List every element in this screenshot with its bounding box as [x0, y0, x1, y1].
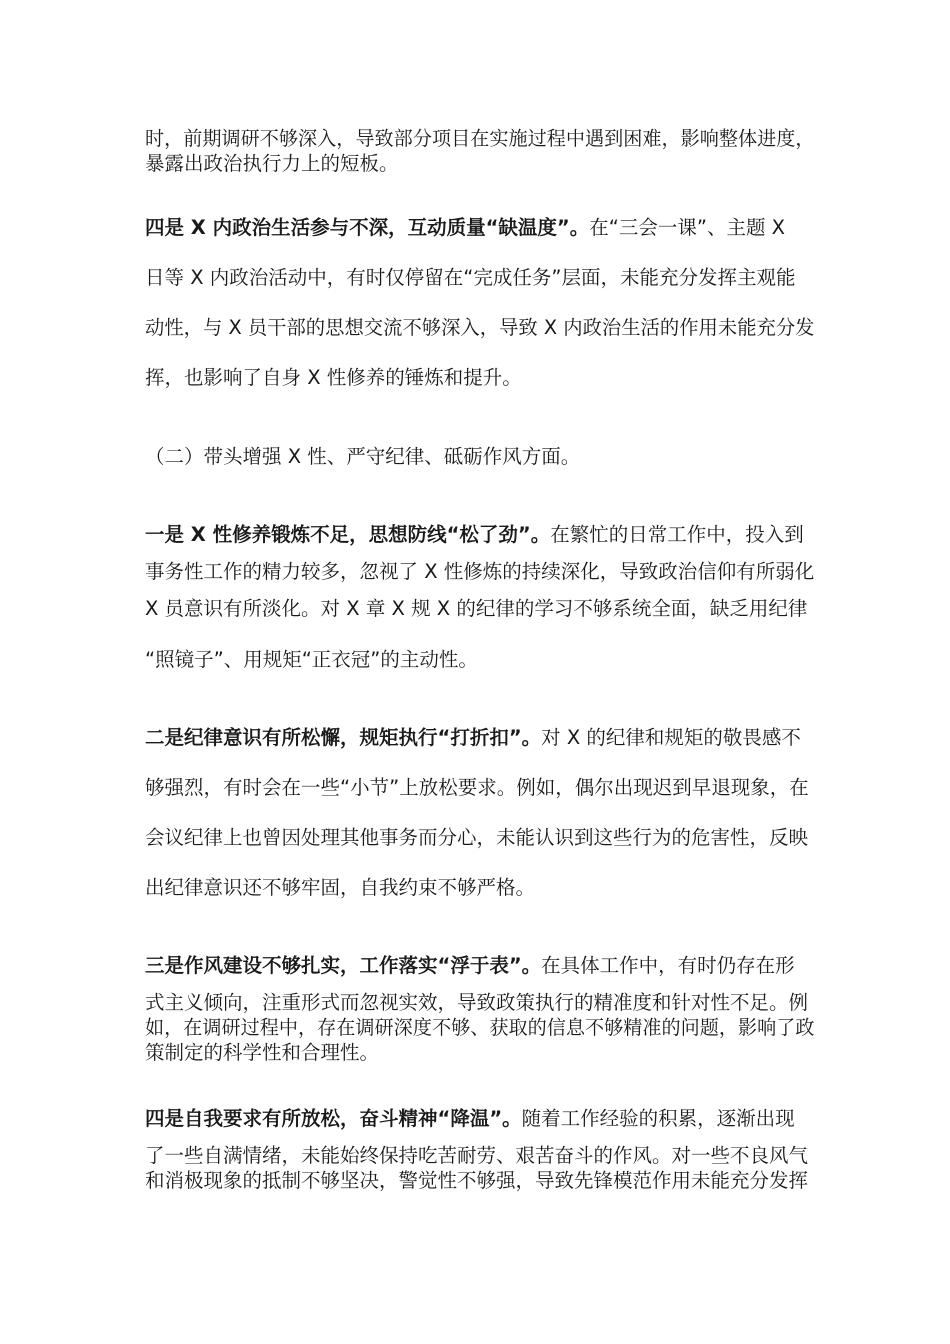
text-line: 暴露出政治执行力上的短板。: [145, 152, 399, 175]
paragraph-text: 在“三会一课”、主题 X: [589, 216, 786, 239]
text-line: 策制定的科学性和合理性。: [145, 1041, 380, 1064]
text-line: 出纪律意识还不够牢固，自我约束不够严格。: [145, 876, 536, 899]
text-line: 会议纪律上也曾因处理其他事务而分心，未能认识到这些行为的危害性，反映: [145, 826, 809, 849]
text-line: “照镜子”、用规矩“正衣冠”的主动性。: [145, 648, 478, 671]
text-line: 如，在调研过程中，存在调研深度不够、获取的信息不够精准的问题，影响了政: [145, 1016, 815, 1039]
paragraph-lead-heading: 三是作风建设不够扎实，工作落实“浮于表”。: [145, 954, 542, 977]
text-line: [145, 954, 815, 978]
text-line: 日等 X 内政治活动中，有时仅停留在“完成任务”层面，未能充分发挥主观能: [145, 266, 796, 289]
text-line: [145, 523, 815, 547]
text-line: 了一些自满情绪，未能始终保持吃苦耐劳、艰苦奋斗的作风。对一些不良风气: [145, 1144, 809, 1167]
text-line: 事务性工作的精力较多，忽视了 X 性修炼的持续深化，导致政治信仰有所弱化: [145, 560, 815, 583]
text-line: 式主义倾向，注重形式而忽视实效，导致政策执行的精准度和针对性不足。例: [145, 991, 809, 1014]
paragraph-text: 对 X 的纪律和规矩的敬畏感不: [541, 726, 801, 749]
paragraph-text: 在繁忙的日常工作中，投入到: [550, 523, 804, 546]
text-line: 时，前期调研不够深入，导致部分项目在实施过程中遇到困难，影响整体进度，: [145, 127, 815, 150]
text-line: X 员意识有所淡化。对 X 章 X 规 X 的纪律的学习不够系统全面，缺乏用纪律: [145, 597, 808, 620]
text-line: 挥，也影响了自身 X 性修养的锤炼和提升。: [145, 366, 522, 389]
text-line: [145, 216, 815, 240]
paragraph-text: 在具体工作中，有时仍存在形: [541, 954, 795, 977]
text-line: 够强烈，有时会在一些“小节”上放松要求。例如，偶尔出现迟到早退现象，在: [145, 776, 809, 799]
text-line: 动性，与 X 员干部的思想交流不够深入，导致 X 内政治生活的作用未能充分发: [145, 316, 815, 339]
text-line: [145, 726, 815, 750]
paragraph-lead-heading: 一是 X 性修养锻炼不足，思想防线“松了劲”。: [145, 523, 551, 546]
text-line: 和消极现象的抵制不够坚决，警觉性不够强，导致先锋模范作用未能充分发挥: [145, 1169, 809, 1192]
paragraph-text: 随着工作经验的积累，逐渐出现: [521, 1107, 795, 1130]
paragraph-lead-heading: 二是纪律意识有所松懈，规矩执行“打折扣”。: [145, 726, 542, 749]
text-line: [145, 1107, 815, 1131]
paragraph-lead-heading: 四是自我要求有所放松，奋斗精神“降温”。: [145, 1107, 522, 1130]
paragraph-lead-heading: 四是 X 内政治生活参与不深，互动质量“缺温度”。: [145, 216, 590, 239]
section-heading-text: （二）带头增强 X 性、严守纪律、砥砺作风方面。: [145, 445, 581, 468]
